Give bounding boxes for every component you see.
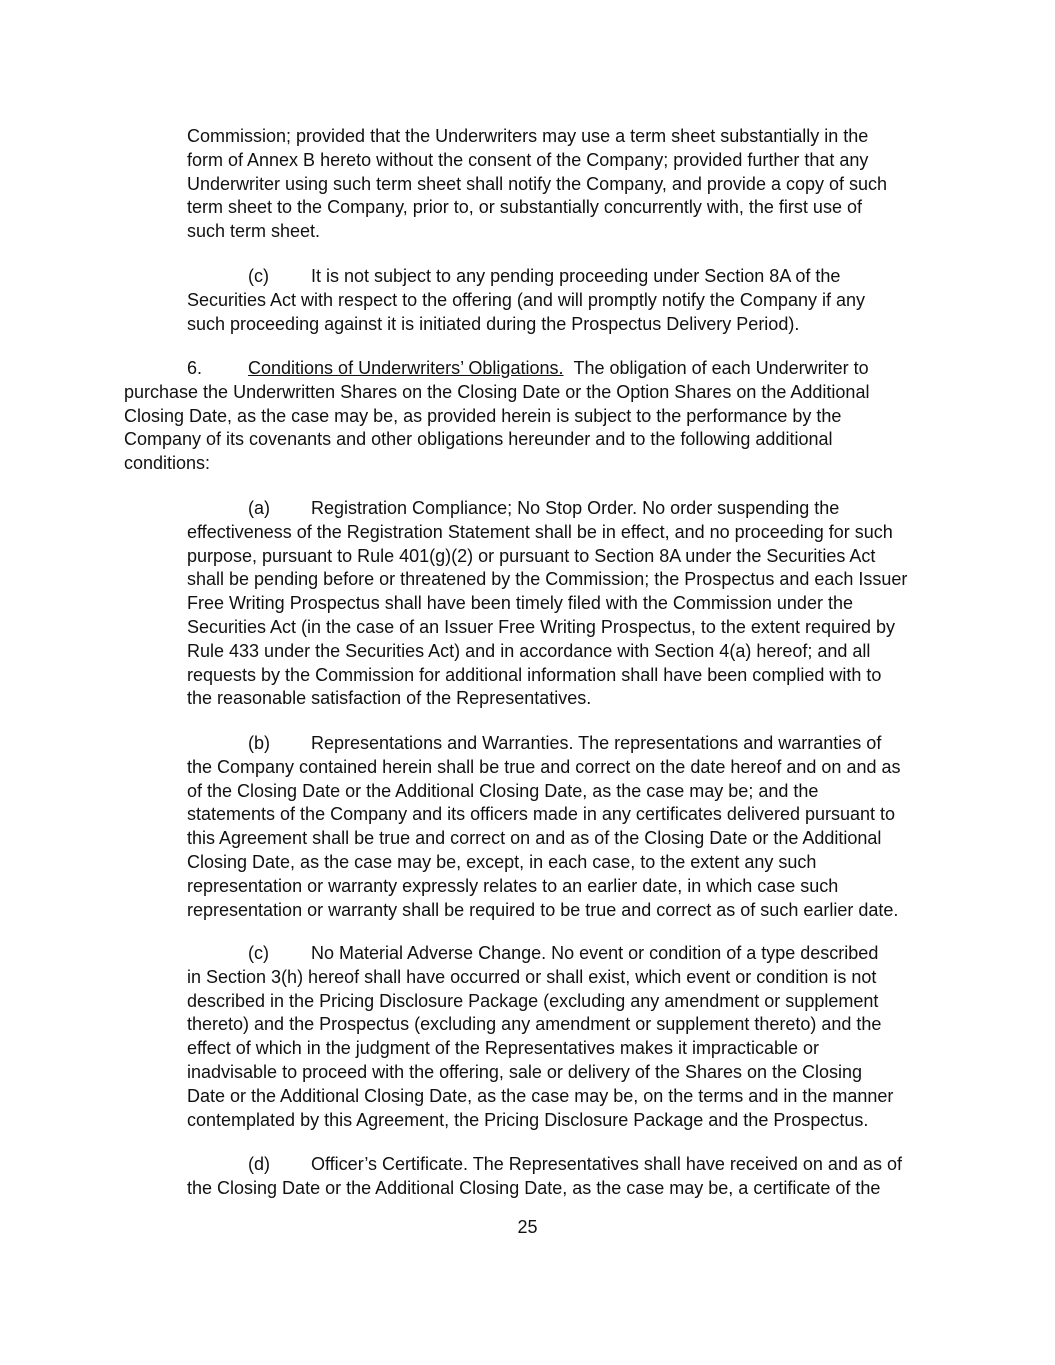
text-line: requests by the Commission for additional information shall have been complied with to <box>187 664 882 685</box>
text-line: representation or warranty expressly relates to an earlier date, in which case such <box>187 875 839 896</box>
text-line: contemplated by this Agreement, the Pricing Disclosure Package and the Prospectus. <box>187 1109 869 1130</box>
paragraph-6a <box>187 497 907 711</box>
text-line: Closing Date, as the case may be, except, in each case, to the extent any such <box>187 851 817 872</box>
text-line: this Agreement shall be true and correct on and as of the Closing Date or the Additional <box>187 828 882 849</box>
text-line: inadvisable to proceed with the offering, sale or delivery of the Shares on the Closing <box>187 1061 863 1082</box>
text-line <box>187 732 901 756</box>
text-line: representation or warranty shall be required to be true and correct as of such earlier date. <box>187 899 899 920</box>
item-label: (b) <box>248 733 270 753</box>
text-line: effectiveness of the Registration Statement shall be in effect, and no proceeding for such <box>187 521 893 542</box>
text-line: of the Closing Date or the Additional Closing Date, as the case may be; and the <box>187 780 819 801</box>
paragraph-6b <box>187 732 901 922</box>
text-line: in Section 3(h) hereof shall have occurred or shall exist, which event or condition is not <box>187 966 877 987</box>
section-number: 6. <box>187 358 203 378</box>
text-line <box>124 357 869 381</box>
text-line-rest: The obligation of each Underwriter to <box>573 358 869 378</box>
text-line-rest: Representations and Warranties. The representations and warranties of <box>311 733 882 753</box>
section-heading: Conditions of Underwriters’ Obligations. <box>248 358 564 378</box>
text-line <box>187 265 865 289</box>
text-line: term sheet to the Company, prior to, or substantially concurrently with, the first use of <box>187 197 862 218</box>
text-line: Securities Act with respect to the offering (and will promptly notify the Company if any <box>187 289 865 310</box>
text-line <box>187 1153 902 1177</box>
text-line: statements of the Company and its officers made in any certificates delivered pursuant to <box>187 804 896 825</box>
text-line: Free Writing Prospectus shall have been timely filed with the Commission under the <box>187 593 853 614</box>
text-line: Closing Date, as the case may be, as provided herein is subject to the performance by the <box>124 405 842 426</box>
text-line: Rule 433 under the Securities Act) and in accordance with Section 4(a) hereof; and all <box>187 640 871 661</box>
text-line: described in the Pricing Disclosure Package (excluding any amendment or supplement <box>187 990 879 1011</box>
text-line: thereto) and the Prospectus (excluding any amendment or supplement thereto) and the <box>187 1014 882 1035</box>
paragraph-continued <box>187 125 887 244</box>
item-label: (c) <box>248 943 269 963</box>
text-line-rest: No Material Adverse Change. No event or condition of a type described <box>311 943 879 963</box>
text-line: the reasonable satisfaction of the Representatives. <box>187 688 592 709</box>
text-line: purpose, pursuant to Rule 401(g)(2) or pursuant to Section 8A under the Securities Act <box>187 545 876 566</box>
text-line <box>187 497 907 521</box>
paragraph-5c <box>187 265 865 336</box>
text-line: effect of which in the judgment of the Representatives makes it impracticable or <box>187 1038 819 1059</box>
text-line-rest: It is not subject to any pending proceeding under Section 8A of the <box>311 266 841 286</box>
paragraph-6c <box>187 942 893 1132</box>
text-line-rest: Officer’s Certificate. The Representatives shall have received on and as of <box>311 1154 902 1174</box>
paragraph-6d <box>187 1153 902 1201</box>
item-label: (d) <box>248 1154 270 1174</box>
text-line: Underwriter using such term sheet shall notify the Company, and provide a copy of such <box>187 173 888 194</box>
item-label: (c) <box>248 266 269 286</box>
text-line: form of Annex B hereto without the consent of the Company; provided further that any <box>187 149 869 170</box>
page-number: 25 <box>517 1217 538 1237</box>
text-line: such proceeding against it is initiated during the Prospectus Delivery Period). <box>187 313 800 334</box>
text-line: Company of its covenants and other obligations hereunder and to the following additional <box>124 429 833 450</box>
text-line: conditions: <box>124 453 211 474</box>
text-line: purchase the Underwritten Shares on the Closing Date or the Option Shares on the Additional <box>124 381 870 402</box>
text-line: shall be pending before or threatened by the Commission; the Prospectus and each Issuer <box>187 569 908 590</box>
text-line: such term sheet. <box>187 221 321 242</box>
text-line: Commission; provided that the Underwriters may use a term sheet substantially in the <box>187 126 869 146</box>
text-line: Date or the Additional Closing Date, as the case may be, on the terms and in the manner <box>187 1085 894 1106</box>
item-label: (a) <box>248 498 270 518</box>
text-line: the Company contained herein shall be true and correct on the date hereof and on and as <box>187 756 901 777</box>
section-6 <box>124 357 869 476</box>
text-line: the Closing Date or the Additional Closing Date, as the case may be, a certificate of the <box>187 1177 881 1198</box>
text-line <box>187 942 893 966</box>
text-line: Securities Act (in the case of an Issuer Free Writing Prospectus, to the extent required by <box>187 616 896 637</box>
text-line-rest: Registration Compliance; No Stop Order. No order suspending the <box>311 498 840 518</box>
